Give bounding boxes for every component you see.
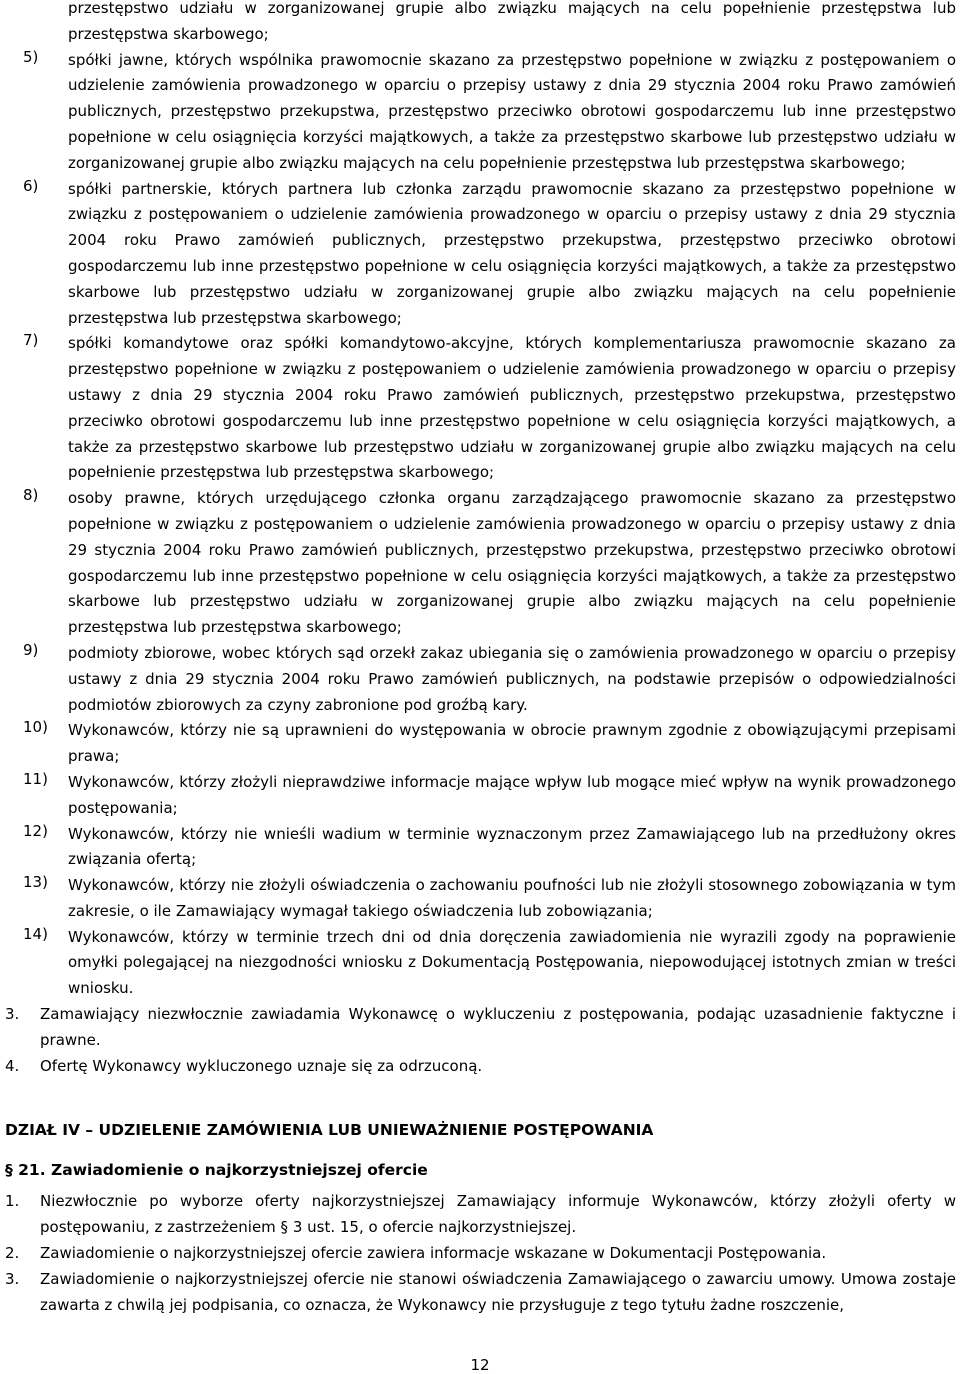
- list-item: [0, 873, 956, 925]
- list-item-text: osoby prawne, których urzędującego członka organu zarządzającego prawomocnie skazano za przestępstwo popełnione w związku z postępowaniem o udzielenie zamówienia prowadzonego w oparciu o przepisy ustawy z dnia 29 stycznia 2004 roku Prawo zamówień publicznych, przestępstwo przekupstwa, przestępstwo przeciwko obrotowi gospodarczemu lub inne przestępstwo popełnione w celu osiągnięcia korzyści majątkowych, a także za przestępstwo skarbowe lub przestępstwo udziału w zorganizowanej grupie albo związku mających na celu popełnienie przestępstwa lub przestępstwa skarbowego;: [68, 489, 956, 637]
- list-item-text: Wykonawców, którzy nie są uprawnieni do występowania w obrocie prawnym zgodnie z obowiązującymi przepisami prawa;: [68, 721, 956, 766]
- paragraph-heading: § 21. Zawiadomienie o najkorzystniejszej ofercie: [5, 1161, 428, 1180]
- list-item-number: 8): [23, 486, 39, 505]
- list-item-number: 13): [23, 873, 48, 892]
- point-number: 2.: [5, 1244, 20, 1263]
- main-point-list: [0, 1002, 960, 1079]
- sub-item-list: [0, 48, 960, 1002]
- section-heading: DZIAŁ IV – UDZIELENIE ZAMÓWIENIA LUB UNIEWAŻNIENIE POSTĘPOWANIA: [5, 1121, 654, 1140]
- point-text: Zawiadomienie o najkorzystniejszej ofercie nie stanowi oświadczenia Zamawiającego o zawarciu umowy. Umowa zostaje zawarta z chwilą jej podpisania, co oznacza, że Wykonawcy nie przysługuje z tego tytułu żadne roszczenie,: [40, 1269, 956, 1314]
- point-text: Ofertę Wykonawcy wykluczonego uznaje się za odrzuconą.: [40, 1056, 483, 1075]
- point-item: [0, 1267, 956, 1319]
- list-item-text: Wykonawców, którzy złożyli nieprawdziwe informacje mające wpływ lub mogące mieć wpływ na wynik prowadzonego postępowania;: [68, 772, 956, 817]
- list-item-text: Wykonawców, którzy nie złożyli oświadczenia o zachowaniu poufności lub nie złożyli stosownego zobowiązania w tym zakresie, o ile Zamawiający wymagał takiego oświadczenia lub zobowiązania;: [68, 876, 956, 920]
- point-item: [0, 1241, 956, 1267]
- list-item: [0, 822, 956, 874]
- continuation-text: przestępstwo udziału w zorganizowanej grupie albo związku mających na celu popełnienie przestępstwa lub przestępstwa skarbowego;: [68, 0, 956, 43]
- point-item: [0, 1054, 956, 1080]
- list-item-text: Wykonawców, którzy w terminie trzech dni od dnia doręczenia zawiadomienia nie wyrazili zgody na poprawienie omyłki polegającej na niezgodności wniosku z Dokumentacją Postępowania, niepowodującej istotnych zmian w treści wniosku.: [68, 927, 956, 998]
- list-item-text: podmioty zbiorowe, wobec których sąd orzekł zakaz ubiegania się o zamówienia prowadzonego w oparciu o przepisy ustawy z dnia 29 stycznia 2004 roku Prawo zamówień publicznych, na podstawie przepisów o odpowiedzialności podmiotów zbiorowych za czyny zabronione pod groźbą kary.: [68, 643, 956, 714]
- point-number: 3.: [5, 1005, 20, 1024]
- list-item-text: spółki jawne, których wspólnika prawomocnie skazano za przestępstwo popełnione w związku z postępowaniem o udzielenie zamówienia prowadzonego w oparciu o przepisy ustawy z dnia 29 stycznia 2004 roku Prawo zamówień publicznych, przestępstwo przekupstwa, przestępstwo przeciwko obrotowi gospodarczemu lub inne przestępstwo popełnione w celu osiągnięcia korzyści majątkowych, a także za przestępstwo skarbowe lub przestępstwo udziału w zorganizowanej grupie albo związku mających na celu popełnienie przestępstwa lub przestępstwa skarbowego;: [68, 50, 956, 172]
- paragraph-point-list: [0, 1189, 960, 1318]
- page-number: 12: [470, 1356, 490, 1374]
- list-item-number: 14): [23, 924, 48, 943]
- point-item: [0, 1002, 956, 1054]
- point-item: [0, 1189, 956, 1241]
- list-item-text: spółki partnerskie, których partnera lub członka zarządu prawomocnie skazano za przestępstwo popełnione w związku z postępowaniem o udzielenie zamówienia prowadzonego w oparciu o przepisy ustawy z dnia 29 stycznia 2004 roku Prawo zamówień publicznych, przestępstwo przekupstwa, przestępstwo przeciwko obrotowi gospodarczemu lub inne przestępstwo popełnione w celu osiągnięcia korzyści majątkowych, a także za przestępstwo skarbowe lub przestępstwo udziału w zorganizowanej grupie albo związku mających na celu popełnienie przestępstwa lub przestępstwa skarbowego;: [68, 179, 956, 327]
- list-item: [0, 925, 956, 1002]
- list-item-number: 10): [23, 718, 48, 737]
- list-item-text: Wykonawców, którzy nie wnieśli wadium w terminie wyznaczonym przez Zamawiającego lub na przedłużony okres związania ofertą;: [68, 824, 956, 869]
- list-item: [0, 718, 956, 770]
- list-item-number: 11): [23, 769, 48, 788]
- list-item: [0, 331, 956, 486]
- point-text: Niezwłocznie po wyborze oferty najkorzystniejszej Zamawiający informuje Wykonawców, którzy złożyli oferty w postępowaniu, z zastrzeżeniem § 3 ust. 15, o ofercie najkorzystniejszej.: [40, 1192, 956, 1237]
- list-item: [0, 770, 956, 822]
- list-item: [0, 641, 956, 718]
- list-item-number: 5): [23, 47, 39, 66]
- point-number: 4.: [5, 1056, 20, 1075]
- list-item: [0, 177, 956, 332]
- list-item-number: 7): [23, 331, 39, 350]
- point-text: Zawiadomienie o najkorzystniejszej ofercie zawiera informacje wskazane w Dokumentacji Postępowania.: [40, 1244, 827, 1263]
- point-number: 3.: [5, 1269, 20, 1288]
- list-item: [0, 48, 956, 177]
- list-item-number: 12): [23, 821, 48, 840]
- list-item-text: spółki komandytowe oraz spółki komandytowo-akcyjne, których komplementariusza prawomocnie skazano za przestępstwo popełnione w związku z postępowaniem o udzielenie zamówienia prowadzonego w oparciu o przepisy ustawy z dnia 29 stycznia 2004 roku Prawo zamówień publicznych, przestępstwo przekupstwa, przestępstwo przeciwko obrotowi gospodarczemu lub inne przestępstwo popełnione w celu osiągnięcia korzyści majątkowych, a także za przestępstwo skarbowe lub przestępstwo udziału w zorganizowanej grupie albo związku mających na celu popełnienie przestępstwa lub przestępstwa skarbowego;: [68, 334, 956, 482]
- list-item-number: 9): [23, 640, 39, 659]
- list-item-number: 6): [23, 176, 39, 195]
- point-number: 1.: [5, 1192, 20, 1211]
- list-item: [0, 486, 956, 641]
- point-text: Zamawiający niezwłocznie zawiadamia Wykonawcę o wykluczeniu z postępowania, podając uzasadnienie faktyczne i prawne.: [40, 1005, 956, 1049]
